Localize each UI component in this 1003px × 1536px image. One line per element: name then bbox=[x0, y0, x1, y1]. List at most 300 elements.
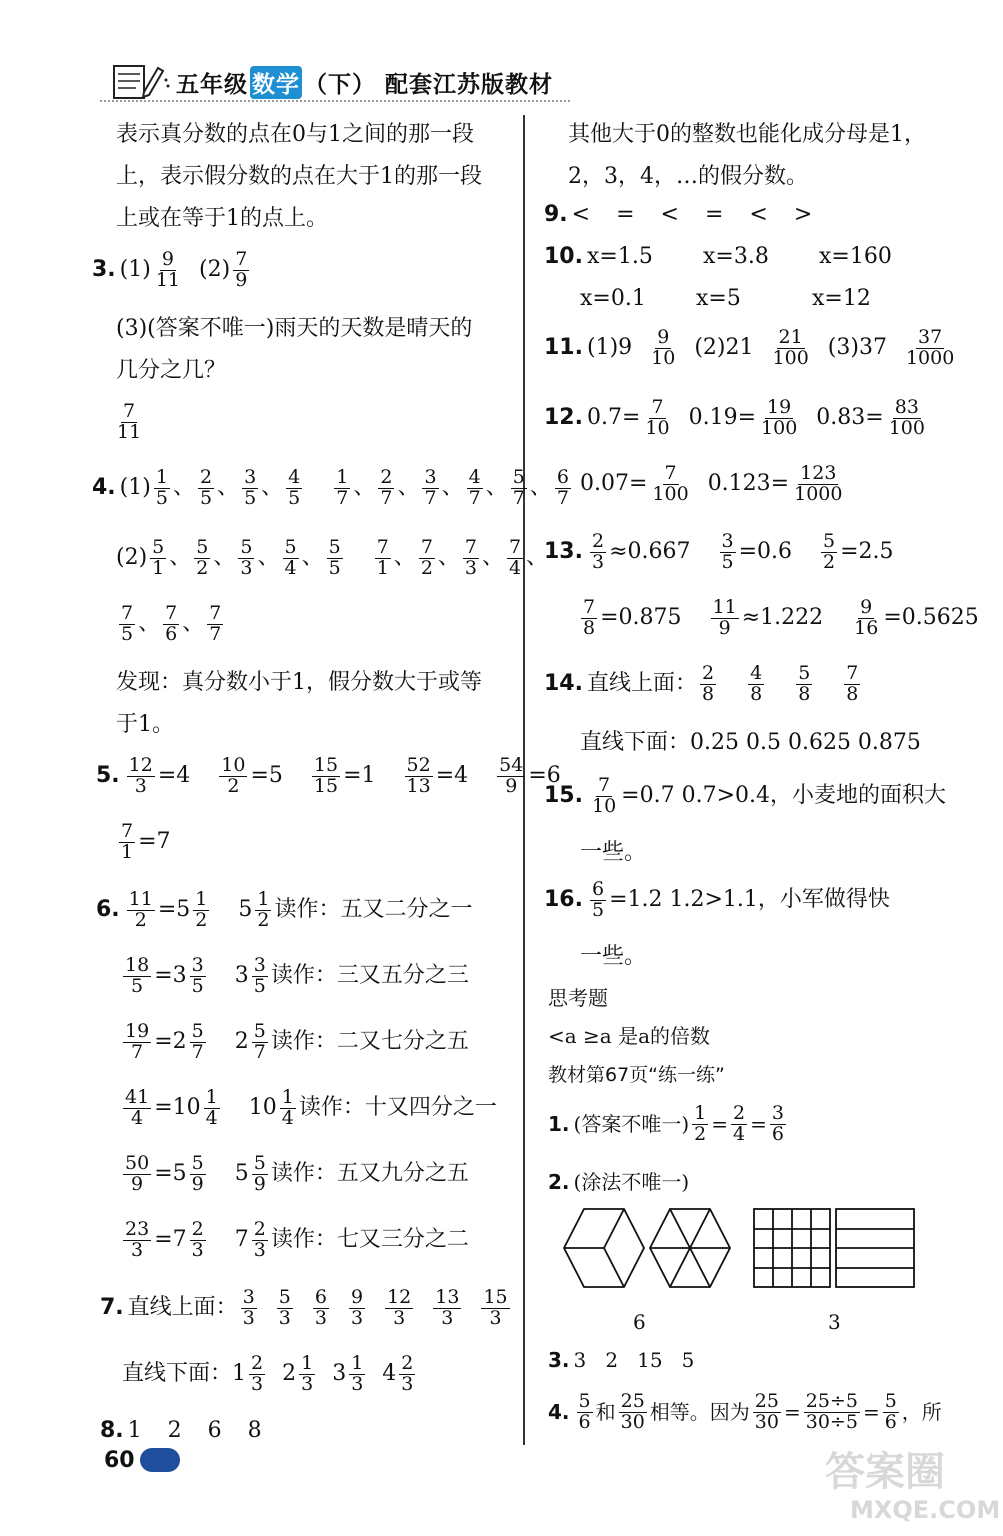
header-edition: （下） 配套江苏版教材 bbox=[304, 71, 554, 98]
fraction bbox=[190, 1154, 206, 1195]
figure-label-3: 3 bbox=[828, 1310, 841, 1334]
denominator: 15 bbox=[313, 774, 339, 797]
denominator: 7 bbox=[468, 486, 481, 509]
denominator: 5 bbox=[288, 486, 301, 509]
denominator: 100 bbox=[772, 346, 809, 369]
numerator: 6 bbox=[556, 466, 569, 488]
numerator: 9 bbox=[161, 248, 174, 270]
q3-part2-label: (2) bbox=[199, 257, 231, 283]
q16-line-1 bbox=[544, 880, 890, 921]
denominator: 1000 bbox=[905, 346, 955, 369]
whole: 2 bbox=[282, 1361, 297, 1387]
denominator: 5 bbox=[253, 974, 266, 997]
figure-label-6: 6 bbox=[633, 1310, 646, 1334]
fraction bbox=[590, 532, 606, 573]
denominator: 2 bbox=[196, 556, 209, 579]
numerator: 7 bbox=[664, 462, 677, 484]
right-intro-1: 其他大于0的整数也能化成分母是1， bbox=[568, 122, 926, 147]
result: =0.875 bbox=[600, 605, 682, 631]
numerator: 1 bbox=[155, 466, 168, 488]
denominator: 9 bbox=[505, 774, 518, 797]
q3-text-1: (3)(答案不唯一)雨天的天数是晴天的 bbox=[116, 316, 473, 341]
fraction bbox=[154, 250, 182, 291]
denominator: 3 bbox=[351, 1372, 364, 1395]
coloring-figures bbox=[560, 1205, 920, 1291]
numerator: 5 bbox=[191, 1020, 204, 1042]
symbol: < bbox=[749, 202, 768, 227]
q9-number: 9. bbox=[544, 202, 568, 227]
t4-end: ，所 bbox=[901, 1400, 942, 1425]
fraction bbox=[190, 1022, 206, 1063]
q15-line-1 bbox=[544, 776, 946, 817]
fraction bbox=[507, 538, 523, 579]
numerator: 7 bbox=[376, 536, 389, 558]
numerator: 1 bbox=[205, 1086, 218, 1108]
fraction bbox=[852, 598, 880, 639]
numerator: 5 bbox=[152, 536, 165, 558]
numerator: 5 bbox=[191, 1152, 204, 1174]
fraction bbox=[190, 956, 206, 997]
fraction bbox=[255, 890, 271, 931]
fraction bbox=[555, 468, 571, 509]
denominator: 7 bbox=[209, 622, 222, 645]
numerator: 52 bbox=[406, 754, 431, 776]
whole: 5 bbox=[234, 1161, 249, 1187]
think-title: 思考题 bbox=[548, 986, 608, 1010]
result: =0.6 bbox=[738, 539, 793, 565]
fraction bbox=[163, 604, 179, 645]
numerator: 2 bbox=[253, 1218, 266, 1240]
fraction bbox=[433, 1288, 461, 1329]
t3-line bbox=[548, 1348, 694, 1372]
right-intro-2: 2，3，4，…的假分数。 bbox=[568, 164, 808, 189]
fraction bbox=[280, 1088, 296, 1129]
q14-line-2: 直线下面：0.25 0.5 0.625 0.875 bbox=[580, 730, 921, 755]
q4-part2-label: (2) bbox=[116, 545, 148, 571]
numerator: 21 bbox=[778, 326, 803, 348]
hexagon-six-parts-figure bbox=[650, 1209, 730, 1287]
q4-line-1: 4. (1) $\frac{1}{5}$ 、 $\frac{2}{5}$ 、 $\frac{3}{5}$ 、 $\frac{4}{5}$ $\frac{1}{7}$ 、 $\frac{2}{7}$ 、 $\frac{3}{7}$ 、 $\frac{4}{7}$ 、 $\frac{5}{7}$ 、 $\frac{6}{7}$ bbox=[92, 466, 569, 509]
whole: 4 bbox=[382, 1361, 397, 1387]
fraction bbox=[242, 468, 258, 509]
page-number: 60 bbox=[104, 1448, 135, 1473]
denominator: 4 bbox=[131, 1106, 144, 1129]
fraction bbox=[313, 1288, 329, 1329]
t4-text: 相等。因为 bbox=[649, 1400, 750, 1425]
denominator: 3 bbox=[240, 556, 253, 579]
q13-number: 13. bbox=[544, 539, 583, 565]
numerator: 7 bbox=[123, 400, 136, 422]
numerator: 4 bbox=[288, 466, 301, 488]
reading: 读作：二又七分之五 bbox=[270, 1029, 469, 1055]
denominator: 7 bbox=[556, 486, 569, 509]
denominator: 10 bbox=[645, 416, 670, 439]
denominator: 2 bbox=[694, 1122, 707, 1145]
fraction bbox=[249, 1354, 265, 1395]
whole: 10 bbox=[248, 1095, 277, 1121]
fraction bbox=[720, 532, 736, 573]
denominator: 7 bbox=[191, 1040, 204, 1063]
numerator: 54 bbox=[499, 754, 524, 776]
denominator: 9 bbox=[718, 616, 731, 639]
fraction bbox=[252, 1220, 268, 1261]
numerator: 37 bbox=[918, 326, 943, 348]
numerator: 19 bbox=[125, 1020, 150, 1042]
t2-number: 2. bbox=[548, 1170, 570, 1194]
q13-line-1 bbox=[544, 532, 894, 573]
q9-line bbox=[544, 202, 812, 228]
denominator: 7 bbox=[424, 486, 437, 509]
fraction bbox=[190, 1220, 206, 1261]
denominator: 5 bbox=[191, 974, 204, 997]
denominator: 5 bbox=[199, 486, 213, 509]
numerator: 3 bbox=[191, 954, 204, 976]
denominator: 4 bbox=[509, 556, 522, 579]
q3-text-2: 几分之几？ bbox=[116, 358, 227, 383]
whole: 3 bbox=[234, 963, 249, 989]
numerator: 123 bbox=[800, 462, 837, 484]
q4-finding-2: 于1。 bbox=[116, 712, 174, 737]
reading: 读作：三又五分之三 bbox=[270, 963, 469, 989]
denominator: 9 bbox=[235, 268, 248, 291]
q13-line-2 bbox=[578, 598, 979, 639]
numerator: 23 bbox=[125, 1218, 150, 1240]
numerator: 5 bbox=[196, 536, 209, 558]
denominator: 3 bbox=[134, 774, 147, 797]
result: =0.5625 bbox=[883, 605, 979, 631]
fraction bbox=[127, 890, 155, 931]
numerator: 1 bbox=[301, 1352, 314, 1374]
numerator: 12 bbox=[387, 1286, 412, 1308]
denominator: 2 bbox=[227, 774, 240, 797]
denominator: 5 bbox=[131, 974, 144, 997]
whole: 10 bbox=[172, 1095, 201, 1121]
denominator: 7 bbox=[253, 1040, 266, 1063]
fraction bbox=[796, 664, 812, 705]
denominator: 30÷5 bbox=[805, 1410, 858, 1433]
book-pencil-icon bbox=[100, 60, 170, 104]
denominator: 30 bbox=[754, 1410, 779, 1433]
numerator: 5 bbox=[823, 530, 836, 552]
result: ≈1.222 bbox=[741, 605, 824, 631]
fraction bbox=[123, 1088, 151, 1129]
fraction bbox=[154, 468, 170, 509]
q10-line-2 bbox=[580, 286, 871, 312]
fraction bbox=[123, 956, 151, 997]
denominator: 3 bbox=[242, 1306, 255, 1329]
numerator: 41 bbox=[125, 1086, 150, 1108]
fraction bbox=[312, 756, 340, 797]
denominator: 8 bbox=[702, 682, 715, 705]
denominator: 3 bbox=[393, 1306, 406, 1329]
denominator: 13 bbox=[406, 774, 431, 797]
denominator: 3 bbox=[401, 1372, 414, 1395]
numerator: 9 bbox=[350, 1286, 364, 1308]
denominator: 7 bbox=[512, 486, 525, 509]
numerator: 25 bbox=[754, 1390, 779, 1412]
fraction bbox=[422, 468, 438, 509]
numerator: 6 bbox=[314, 1286, 327, 1308]
numerator: 7 bbox=[121, 602, 134, 624]
fraction bbox=[327, 538, 343, 579]
fraction bbox=[119, 604, 135, 645]
fraction bbox=[349, 1354, 365, 1395]
numerator: 3 bbox=[242, 1286, 255, 1308]
result: =7 bbox=[138, 829, 171, 855]
fraction bbox=[700, 664, 716, 705]
equation: x=160 bbox=[818, 244, 892, 269]
q6-row: $\frac{41}{4}$ = 10 $\frac{1}{4}$ 10 $\frac{1}{4}$ 读作：十又四分之一 bbox=[125, 1086, 497, 1129]
numerator: 5 bbox=[240, 536, 253, 558]
fraction bbox=[792, 464, 844, 505]
q8-line bbox=[100, 1418, 262, 1444]
q12-line-2 bbox=[580, 464, 847, 505]
numerator: 7 bbox=[651, 396, 664, 418]
denominator: 11 bbox=[117, 420, 142, 443]
fraction bbox=[650, 464, 690, 505]
denominator: 4 bbox=[284, 556, 297, 579]
denominator: 10 bbox=[651, 346, 676, 369]
numerator: 1 bbox=[281, 1086, 294, 1108]
symbol: = bbox=[616, 202, 635, 227]
numerator: 25 bbox=[620, 1390, 645, 1412]
hexagon-cube-figure bbox=[564, 1209, 644, 1287]
numerator: 7 bbox=[121, 820, 134, 842]
decimal: 0.83= bbox=[816, 405, 884, 431]
t4-number: 4. bbox=[548, 1400, 570, 1425]
whole: 2 bbox=[172, 1029, 187, 1055]
value: 2 bbox=[167, 1418, 182, 1443]
intro-line-2: 上，表示假分数的点在大于1的那一段 bbox=[116, 164, 482, 189]
numerator: 18 bbox=[125, 954, 150, 976]
q7-line-1 bbox=[100, 1288, 513, 1329]
denominator: 3 bbox=[191, 1238, 204, 1261]
numerator: 2 bbox=[401, 1352, 414, 1374]
whole: 2 bbox=[234, 1029, 249, 1055]
fraction bbox=[286, 468, 302, 509]
numerator: 5 bbox=[328, 536, 341, 558]
fraction bbox=[252, 956, 268, 997]
numerator: 3 bbox=[771, 1102, 784, 1124]
fraction bbox=[207, 604, 223, 645]
numerator: 83 bbox=[894, 396, 919, 418]
equation: x=5 bbox=[696, 286, 741, 311]
t2-note: (涂法不唯一) bbox=[573, 1170, 690, 1194]
numerator: 5 bbox=[253, 1152, 266, 1174]
q8-number: 8. bbox=[100, 1418, 124, 1443]
denominator: 4 bbox=[732, 1122, 746, 1145]
fraction bbox=[123, 1154, 151, 1195]
denominator: 3 bbox=[591, 550, 605, 573]
denominator: 2 bbox=[257, 908, 270, 931]
fraction bbox=[283, 538, 299, 579]
intro-line-3: 上或在等于1的点上。 bbox=[116, 206, 328, 231]
fraction bbox=[759, 398, 799, 439]
header-grade: 五年级 bbox=[176, 71, 248, 98]
numerator: 7 bbox=[420, 536, 433, 558]
value: 6 bbox=[207, 1418, 222, 1443]
q12-number: 12. bbox=[544, 405, 583, 431]
fraction bbox=[204, 1088, 220, 1129]
denominator: 3 bbox=[131, 1238, 144, 1261]
q5-line-1 bbox=[96, 756, 561, 797]
numerator: 7 bbox=[598, 774, 611, 796]
denominator: 5 bbox=[591, 898, 605, 921]
fraction bbox=[771, 328, 811, 369]
numerator: 25÷5 bbox=[805, 1390, 858, 1412]
denominator: 5 bbox=[328, 556, 341, 579]
denominator: 2 bbox=[195, 908, 208, 931]
denominator: 2 bbox=[823, 550, 836, 573]
t1-note: (答案不唯一) bbox=[573, 1112, 690, 1137]
numerator: 2 bbox=[199, 466, 213, 488]
fraction bbox=[277, 1288, 293, 1329]
denominator: 6 bbox=[165, 622, 178, 645]
fraction bbox=[334, 468, 350, 509]
reading: 读作：十又四分之一 bbox=[298, 1095, 497, 1121]
fraction bbox=[577, 1392, 593, 1433]
numerator: 4 bbox=[468, 466, 481, 488]
q3-answer bbox=[112, 402, 146, 443]
q15-text: =0.7 0.7>0.4，小麦地的面积大 bbox=[621, 783, 946, 809]
equation: x=12 bbox=[812, 286, 871, 311]
header-subject: 数学 bbox=[250, 66, 302, 99]
numerator: 1 bbox=[336, 466, 349, 488]
fraction bbox=[241, 1288, 257, 1329]
q10-number: 10. bbox=[544, 244, 583, 269]
q16-text: =1.2 1.2>1.1，小军做得快 bbox=[609, 887, 890, 913]
fraction bbox=[581, 598, 597, 639]
q3-number: 3. bbox=[92, 257, 116, 283]
whole: 7 bbox=[234, 1227, 249, 1253]
fraction bbox=[770, 1104, 786, 1145]
fraction bbox=[497, 756, 525, 797]
fraction bbox=[349, 1288, 365, 1329]
numerator: 5 bbox=[512, 466, 525, 488]
fraction bbox=[804, 1392, 860, 1433]
denominator: 5 bbox=[155, 486, 168, 509]
t1-line: 1. (答案不唯一) $\frac{1}{2}$ = $\frac{2}{4}$ = $\frac{3}{6}$ bbox=[548, 1102, 784, 1145]
denominator: 5 bbox=[244, 486, 257, 509]
denominator: 7 bbox=[380, 486, 393, 509]
q4-line-2: (2) $\frac{5}{1}$ 、 $\frac{5}{2}$ 、 $\frac{5}{3}$ 、 $\frac{5}{4}$ 、 $\frac{5}{5}$ $\frac{7}{1}$ 、 $\frac{7}{2}$ 、 $\frac{7}{3}$ 、 $\frac{7}{4}$ 、 bbox=[116, 536, 549, 579]
reading: 读作：五又九分之五 bbox=[270, 1161, 469, 1187]
fraction bbox=[821, 532, 837, 573]
fraction bbox=[619, 1392, 647, 1433]
q16-number: 16. bbox=[544, 887, 583, 913]
fraction bbox=[385, 1288, 413, 1329]
fraction bbox=[198, 468, 214, 509]
fraction bbox=[731, 1104, 747, 1145]
q6-number: 6. bbox=[96, 897, 120, 923]
result: =4 bbox=[157, 763, 191, 789]
numerator: 5 bbox=[284, 536, 297, 558]
numerator: 2 bbox=[732, 1102, 746, 1124]
numerator: 19 bbox=[767, 396, 792, 418]
fraction bbox=[887, 398, 927, 439]
decimal: 0.19= bbox=[688, 405, 757, 431]
part-label: (1)9 bbox=[586, 335, 633, 361]
denominator: 100 bbox=[888, 416, 925, 439]
fraction bbox=[511, 468, 527, 509]
q5-line-2 bbox=[116, 822, 171, 863]
result: =4 bbox=[435, 763, 469, 789]
numerator: 2 bbox=[251, 1352, 264, 1374]
numerator: 2 bbox=[191, 1218, 204, 1240]
fraction bbox=[150, 538, 166, 579]
q6-row: $\frac{18}{5}$ = 3 $\frac{3}{5}$ 3 $\frac{3}{5}$ 读作：三又五分之三 bbox=[125, 954, 469, 997]
numerator: 11 bbox=[128, 888, 153, 910]
denominator: 9 bbox=[131, 1172, 144, 1195]
denominator: 3 bbox=[301, 1372, 314, 1395]
whole: 5 bbox=[238, 897, 253, 923]
denominator: 5 bbox=[121, 622, 134, 645]
denominator: 2 bbox=[420, 556, 433, 579]
denominator: 4 bbox=[205, 1106, 218, 1129]
whole: 3 bbox=[332, 1361, 347, 1387]
reading: 读作：五又二分之一 bbox=[274, 897, 473, 923]
q14-number: 14. bbox=[544, 671, 583, 697]
t4-connector: 和 bbox=[595, 1400, 616, 1425]
numerator: 2 bbox=[591, 530, 605, 552]
numerator: 7 bbox=[509, 536, 522, 558]
q7-number: 7. bbox=[100, 1295, 124, 1321]
fraction bbox=[299, 1354, 315, 1395]
decimal: 0.07= bbox=[580, 471, 648, 497]
denominator: 30 bbox=[620, 1410, 645, 1433]
q6-row: $\frac{50}{9}$ = 5 $\frac{5}{9}$ 5 $\frac{5}{9}$ 读作：五又九分之五 bbox=[125, 1152, 469, 1195]
denominator: 3 bbox=[464, 556, 478, 579]
denominator: 8 bbox=[846, 682, 859, 705]
fraction bbox=[219, 756, 247, 797]
q6-row: $\frac{19}{7}$ = 2 $\frac{5}{7}$ 2 $\frac{5}{7}$ 读作：二又七分之五 bbox=[125, 1020, 469, 1063]
denominator: 9 bbox=[253, 1172, 266, 1195]
value: 8 bbox=[247, 1418, 262, 1443]
decimal: 0.123= bbox=[707, 471, 790, 497]
symbol: < bbox=[660, 202, 679, 227]
whole: 5 bbox=[176, 897, 191, 923]
denominator: 16 bbox=[854, 616, 879, 639]
q15-line-2: 一些。 bbox=[580, 840, 647, 865]
fraction bbox=[692, 1104, 708, 1145]
q12-line-1 bbox=[544, 398, 930, 439]
equation: x=3.8 bbox=[702, 244, 769, 269]
denominator: 3 bbox=[278, 1306, 291, 1329]
q10-line-1 bbox=[544, 244, 892, 270]
fraction bbox=[378, 468, 394, 509]
numerator: 10 bbox=[221, 754, 246, 776]
q7-line-2 bbox=[122, 1354, 418, 1395]
numerator: 4 bbox=[750, 662, 763, 684]
numerator: 5 bbox=[253, 1020, 266, 1042]
denominator: 5 bbox=[721, 550, 734, 573]
fraction bbox=[119, 822, 135, 863]
numerator: 7 bbox=[165, 602, 178, 624]
fraction bbox=[193, 890, 209, 931]
numerator: 7 bbox=[583, 596, 596, 618]
fraction bbox=[883, 1392, 899, 1433]
t4-line: 4. $\frac{5}{6}$ 和 $\frac{25}{30}$ 相等。因为 $\frac{25}{30}$ = $\frac{25\div 5}{30\div 5}$ = $\frac{5}{6}$ ，所 bbox=[548, 1390, 942, 1433]
q11-number: 11. bbox=[544, 335, 583, 361]
header-title bbox=[176, 66, 553, 99]
numerator: 5 bbox=[278, 1286, 291, 1308]
part-label: (3)37 bbox=[827, 335, 887, 361]
q4-number: 4. bbox=[92, 475, 116, 501]
numerator: 9 bbox=[860, 596, 873, 618]
fraction bbox=[252, 1022, 268, 1063]
numerator: 1 bbox=[694, 1102, 707, 1124]
numerator: 15 bbox=[313, 754, 339, 776]
